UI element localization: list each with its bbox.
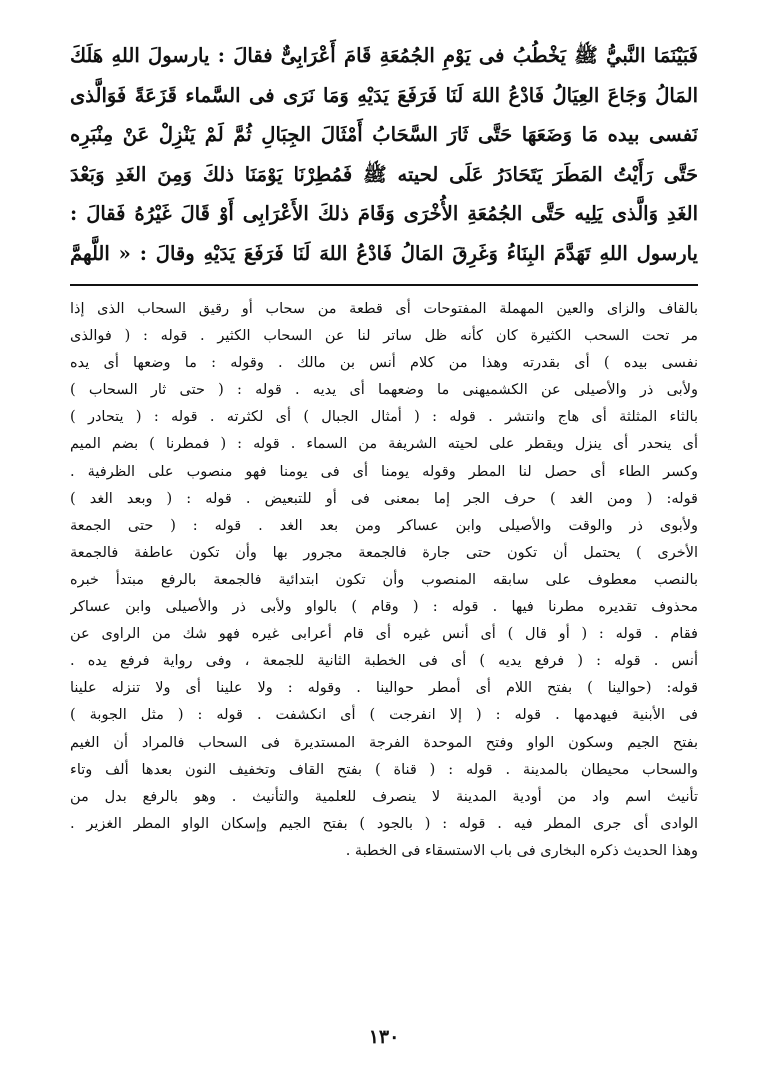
commentary-line: بالنصب معطوف على سابقه المنصوب وأن تكون ابتدائية فالجمعة بالرفع مبتدأ خبره bbox=[70, 571, 698, 588]
commentary-line: قوله: (حوالينا ) بفتح اللام أى أمطر حوالينا . وقوله : ولا علينا أى ولا تنزله علينا bbox=[70, 680, 698, 697]
hadith-line: الغَدِ وَالَّذى يَلِيه حَتَّى الجُمُعَةِ الأُخْرَى وَقَامَ ذلكَ الأَعْرَابِى أَوْ قَالَ غَيْرُهُ فَقالَ : bbox=[70, 202, 698, 225]
commentary-line: بالثاء المثلثة أى هاج وانتشر . قوله : ( أمثال الجبال ) أى لكثرته . قوله : ( يتحادر ) bbox=[70, 409, 698, 426]
commentary-text bbox=[70, 296, 698, 865]
hadith-line: المَالُ وَجَاعَ العِيَالُ فَادْعُ اللهَ لَنَا فَرَفَعَ يَدَيْهِ وَمَا نَرَى فى السَّماء قَزَعَةً فَوَالَّذى bbox=[70, 83, 698, 107]
commentary-line: بالقاف والزاى والعين المهملة المفتوحات أى قطعة من سحاب أو رقيق السحاب الذى إذا bbox=[70, 301, 698, 317]
commentary-line: تأنيث اسم واد من أودية المدينة لا ينصرف للعلمية والتأنيث . وهو بالرفع بدل من bbox=[70, 788, 698, 805]
commentary-line: وهذا الحديث ذكره البخارى فى باب الاستسقاء فى الخطبة . bbox=[345, 842, 698, 859]
commentary-line: أى ينحدر أى ينزل ويقطر على لحيته الشريفة من السماء . قوله : ( فمطرنا ) بضم الميم bbox=[70, 436, 698, 453]
commentary-line: بفتح الجيم وسكون الواو وفتح الموحدة الفرجة المستديرة فى السحاب فالمراد أن الغيم bbox=[70, 734, 698, 751]
commentary-line: مر تحت السحب الكثيرة كان كأنه ظل ساتر لنا عن السحاب الكثير . قوله : ( فوالذى bbox=[70, 328, 698, 345]
commentary-line: الأخرى ) يحتمل أن تكون حتى جارة فالجمعة مجرور بها وأن تكون عاطفة فالجمعة bbox=[70, 544, 698, 561]
hadith-line: فَبَيْنَمَا النَّبيُّ ﷺ يَخْطُبُ فى يَوْمِ الجُمُعَةِ قَامَ أَعْرَابِىٌّ فقالَ : يارسولَ اللهِ هَلَكَ bbox=[70, 44, 698, 67]
commentary-line: وكسر الطاء أى حصل لنا المطر وقوله يومنا أى فى يومنا فهو منصوب على الظرفية . bbox=[70, 463, 698, 480]
commentary-line: قوله: ( ومن الغد ) حرف الجر إما بمعنى فى أو للتبعيض . قوله : ( وبعد الغد ) bbox=[70, 490, 698, 507]
commentary-line: محذوف تقديره مطرنا فيها . قوله : ( وقام ) بالواو ولأبى ذر والأصيلى وابن عساكر bbox=[70, 599, 698, 616]
commentary-line: الوادى أى جرى المطر فيه . قوله : ( بالجود ) بفتح الجيم وإسكان الواو المطر الغزير . bbox=[70, 815, 698, 832]
hadith-text bbox=[70, 36, 698, 273]
commentary-line: ولأبى ذر والأصيلى عن الكشميهنى ما وضعهما أى يديه . قوله : ( حتى ثار السحاب ) bbox=[70, 382, 698, 399]
hadith-line: حَتَّى رَأَيْتُ المَطَرَ يَتَحَادَرُ عَلَى لحيته ﷺ فَمُطِرْنَا يَوْمَنَا ذلكَ وَمِنَ الغَدِ وَبَعْدَ bbox=[70, 162, 698, 186]
commentary-line: ولأبوى ذر والوقت والأصيلى وابن عساكر ومن بعد الغد . قوله : ( حتى الجمعة bbox=[70, 517, 698, 534]
commentary-line: أنس . قوله : ( فرفع يديه ) أى فى الخطبة الثانية للجمعة ، وفى رواية فرفع يده . bbox=[70, 653, 698, 670]
commentary-line: والسحاب محيطان بالمدينة . قوله : ( قناة ) بفتح القاف وتخفيف النون بعدها ألف وتاء bbox=[70, 761, 698, 778]
page-number: ١٣٠ bbox=[368, 1026, 400, 1048]
hadith-line: نَفسى بيده مَا وَضَعَهَا حَتَّى ثَارَ السَّحَابُ أَمْثَالَ الجِبَالِ ثُمَّ لَمْ يَنْزِلْ عَنْ مِنْبَرِه bbox=[70, 123, 698, 146]
hadith-line: يارسول اللهِ تَهَدَّمَ البِنَاءُ وَغَرِقَ المَالُ فَادْعُ اللهَ لَنَا فَرَفَعَ يَدَيْهِ وقالَ : « اللَّهمَّ bbox=[70, 241, 698, 265]
commentary-line: فقام . قوله : ( أو قال ) أى أنس غيره أى قام أعرابى غيره فهو شك من الراوى عن bbox=[70, 626, 698, 643]
book-page bbox=[70, 36, 698, 1056]
section-divider bbox=[70, 284, 698, 286]
commentary-line: فى الأبنية فيهدمها . قوله : ( إلا انفرجت ) أى انكشفت . قوله : ( مثل الجوبة ) bbox=[70, 707, 698, 724]
commentary-line: نفسى بيده ) أى بقدرته وهذا من كلام أنس بن مالك . وقوله : ما وضعها أى يده bbox=[70, 355, 698, 372]
